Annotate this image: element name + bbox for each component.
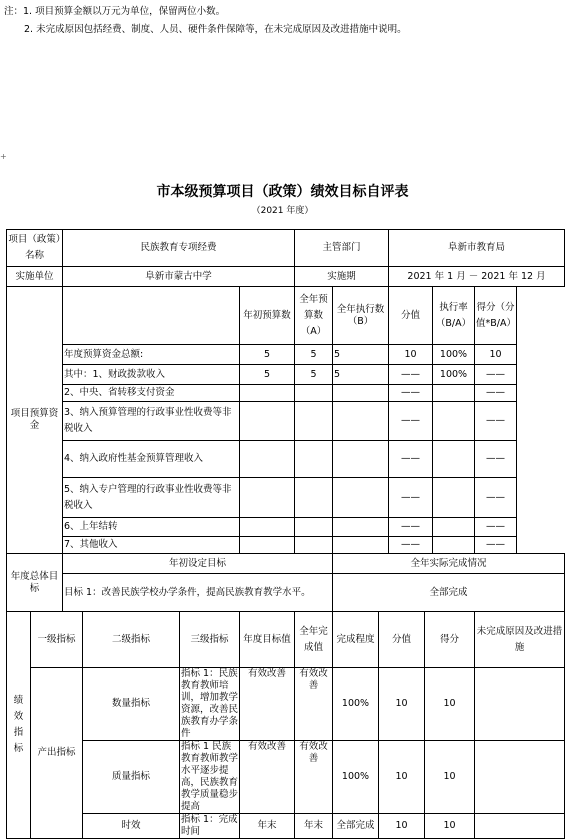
perf-lvl1-output: 产出指标 (31, 668, 83, 839)
table-row: 7、其他收入 —— —— (7, 537, 565, 554)
perf-h-target: 年度目标值 (240, 612, 295, 668)
perf-h-lvl2: 二级指标 (83, 612, 180, 668)
perf-h-degree: 完成程度 (333, 612, 379, 668)
goal-section-label: 年度总体目标 (7, 554, 63, 612)
dept-label: 主管部门 (295, 230, 389, 267)
col-score: 得分（分值*B/A） (475, 287, 517, 345)
goal-actual-header: 全年实际完成情况 (333, 554, 565, 574)
note-line-2: 2. 未完成原因包括经费、制度、人员、硬件条件保障等，在未完成原因及改进措施中说明。 (24, 24, 407, 35)
goal-initial-header: 年初设定目标 (63, 554, 333, 574)
col-exec: 全年执行数（B） (333, 287, 389, 345)
table-row: 时效 指标 1：完成时间 年末 年末 全部完成 10 10 (7, 814, 565, 839)
col-exec-rate: 执行率（B/A） (433, 287, 475, 345)
table-row: 质量指标 指标 1 民族教育教师教学水平逐步提高，民族教育教学质量稳步提高 有效改善 有效改善 100% 10 10 (7, 741, 565, 814)
col-full-budget: 全年预算数（A） (295, 287, 333, 345)
table-row: 产出指标 数量指标 指标 1：民族教育教师培训，增加教学资源，改善民族教育办学条件 有效改善 有效改善 100% 10 10 (7, 668, 565, 741)
table-row: 其中：1、财政拨款收入 5 5 5 —— 100% —— (7, 365, 565, 385)
page-subtitle: （2021 年度） (251, 206, 314, 216)
perf-section-label: 绩效指标 (7, 612, 31, 839)
goal-initial-text: 目标 1：改善民族学校办学条件，提高民族教育教学水平。 (63, 574, 333, 612)
perf-h-reason: 未完成原因及改进措施 (475, 612, 565, 668)
perf-h-weight: 分值 (379, 612, 425, 668)
goal-actual-text: 全部完成 (333, 574, 565, 612)
col-initial-budget: 年初预算数 (240, 287, 295, 345)
table-row: 2、中央、省转移支付资金 —— —— (7, 385, 565, 402)
table-notes (4, 3, 407, 39)
move-handle-icon[interactable]: + (0, 152, 7, 161)
evaluation-table (6, 229, 565, 839)
period-value: 2021 年 1 月 － 2021 年 12 月 (389, 267, 565, 287)
budget-label-header (63, 287, 240, 345)
project-name-label: 项目（政策）名称 (7, 230, 63, 267)
unit-label: 实施单位 (7, 267, 63, 287)
perf-h-actual: 全年完成值 (295, 612, 333, 668)
dept-value: 阜新市教育局 (389, 230, 565, 267)
table-row: 6、上年结转 —— —— (7, 518, 565, 537)
period-label: 实施期 (295, 267, 389, 287)
unit-value: 阜新市蒙古中学 (63, 267, 295, 287)
perf-h-score: 得分 (425, 612, 475, 668)
note-line-1: 注：1. 项目预算金额以万元为单位，保留两位小数。 (4, 6, 226, 17)
col-score-weight: 分值 (389, 287, 433, 345)
perf-h-lvl3: 三级指标 (180, 612, 240, 668)
page-title: 市本级预算项目（政策）绩效目标自评表 (156, 184, 409, 200)
table-row: 5、纳入专户管理的行政事业性收费等非税收入 —— —— (7, 478, 565, 518)
budget-section-label: 项目预算资金 (7, 287, 63, 554)
perf-h-lvl1: 一级指标 (31, 612, 83, 668)
table-row: 4、纳入政府性基金预算管理收入 —— —— (7, 441, 565, 478)
table-row: 3、纳入预算管理的行政事业性收费等非税收入 —— —— (7, 402, 565, 441)
table-row: 年度预算资金总额: 5 5 5 10 100% 10 (7, 345, 565, 365)
project-name-value: 民族教育专项经费 (63, 230, 295, 267)
